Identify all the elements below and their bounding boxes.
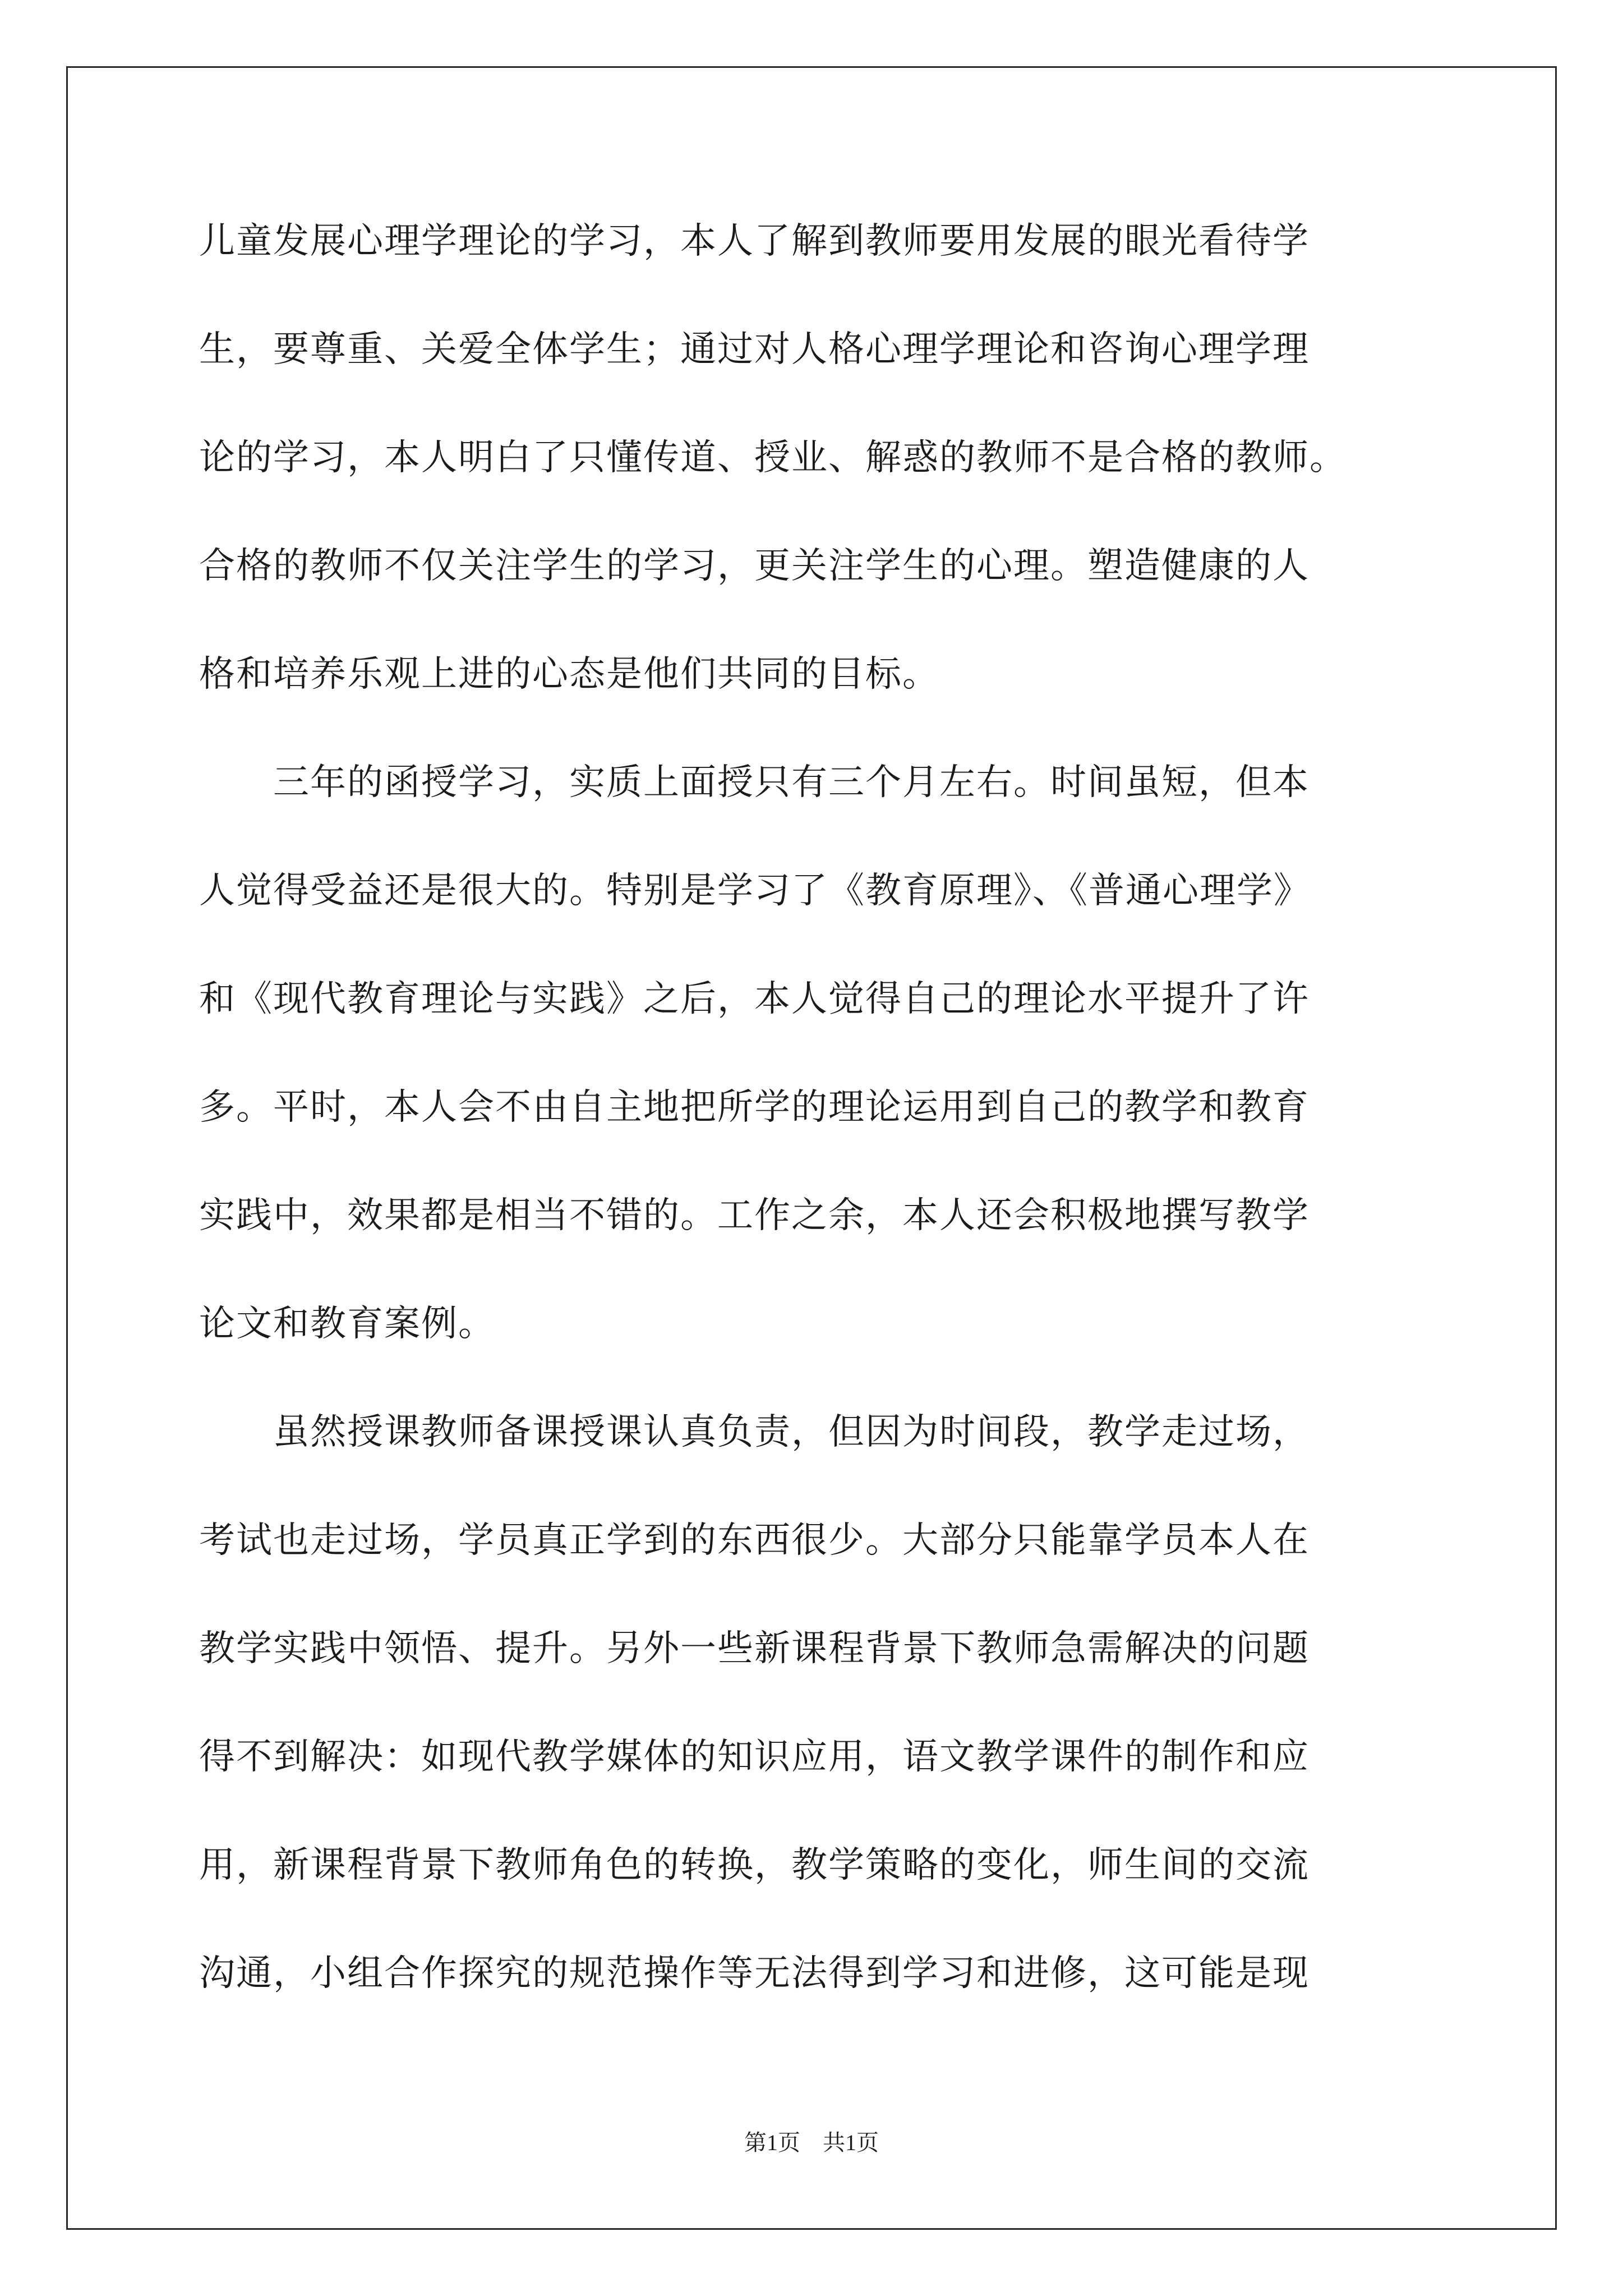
text-line: 多。平时，本人会不由自主地把所学的理论运用到自己的教学和教育 bbox=[199, 1087, 1310, 1128]
text-line: 生，要尊重、关爱全体学生；通过对人格心理学理论和咨询心理学理 bbox=[199, 329, 1310, 370]
text-line: 儿童发展心理学理论的学习，本人了解到教师要用发展的眼光看待学 bbox=[199, 220, 1310, 262]
text-line: 论文和教育案例。 bbox=[199, 1303, 495, 1345]
text-line: 虽然授课教师备课授课认真负责，但因为时间段，教学走过场， bbox=[199, 1411, 1310, 1453]
page-total: 共1页 bbox=[823, 2130, 879, 2155]
text-line: 沟通，小组合作探究的规范操作等无法得到学习和进修，这可能是现 bbox=[199, 1953, 1310, 1994]
text-line: 考试也走过场，学员真正学到的东西很少。大部分只能靠学员本人在 bbox=[199, 1520, 1310, 1561]
text-line: 论的学习，本人明白了只懂传道、授业、解惑的教师不是合格的教师。 bbox=[199, 437, 1347, 478]
text-line: 和《现代教育理论与实践》之后，本人觉得自己的理论水平提升了许 bbox=[199, 978, 1310, 1020]
page-footer bbox=[0, 2126, 1623, 2160]
text-line: 教学实践中领悟、提升。另外一些新课程背景下教师急需解决的问题 bbox=[199, 1628, 1310, 1669]
text-line: 得不到解决：如现代教学媒体的知识应用，语文教学课件的制作和应 bbox=[199, 1736, 1310, 1778]
text-line: 合格的教师不仅关注学生的学习，更关注学生的心理。塑造健康的人 bbox=[199, 545, 1310, 587]
text-line: 三年的函授学习，实质上面授只有三个月左右。时间虽短，但本 bbox=[199, 762, 1310, 803]
text-line: 人觉得受益还是很大的。特别是学习了《教育原理》、《普通心理学》 bbox=[199, 870, 1311, 912]
text-line: 格和培养乐观上进的心态是他们共同的目标。 bbox=[199, 654, 939, 695]
page-number: 第1页 bbox=[744, 2130, 800, 2155]
text-line: 用，新课程背景下教师角色的转换，教学策略的变化，师生间的交流 bbox=[199, 1844, 1310, 1886]
page-frame bbox=[66, 66, 1557, 2230]
text-line: 实践中，效果都是相当不错的。工作之余，本人还会积极地撰写教学 bbox=[199, 1195, 1310, 1236]
